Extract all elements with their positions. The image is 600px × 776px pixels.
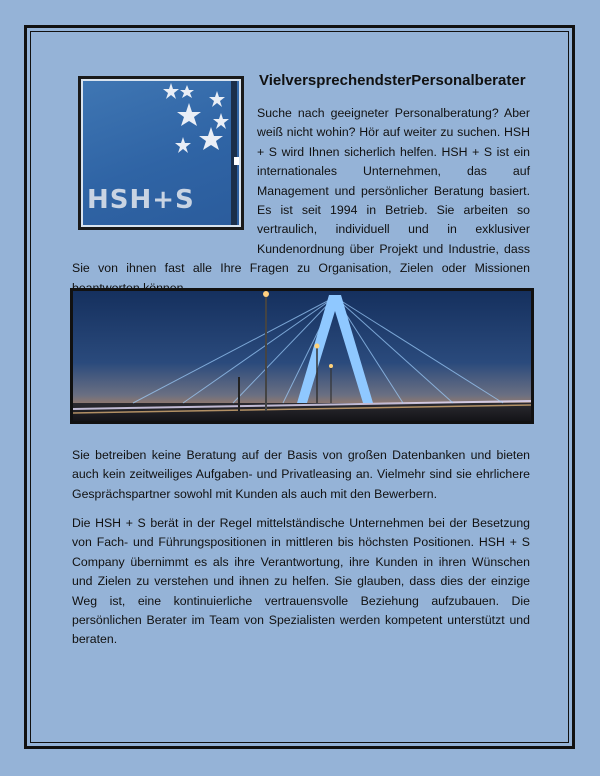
bridge-photo (70, 288, 534, 424)
intro-paragraph-block (72, 104, 530, 298)
page-title: VielversprechendsterPersonalberater (259, 72, 526, 89)
paragraph-2: Sie betreiben keine Beratung auf der Basis von großen Datenbanken und bieten auch kein zeitweiliges Aufgaben- und Privatleasing an. Vielmehr sind sie ehrlichere Gesprächspartner sowohl mit Kunden als auch mit den Bewerbern. (72, 448, 530, 501)
intro-paragraph: Suche nach geeigneter Personalberatung? Aber weiß nicht wohin? Hör auf weiter zu suchen. HSH + S wird Ihnen sicherlich helfen. HSH + S ist ein internationales Unternehmen, das auf Management und persönlicher Beratung basiert. Es ist seit 1994 in Betrieb. Sie arbeiten so vertraulich, individuell und in exklusiver Kundenordnung über Projekt und Industrie, dass Sie von ihnen fast alle Ihre Fragen zu Organisation, Zielen oder Missionen (72, 106, 530, 276)
logo-text: HSH+S (87, 185, 195, 215)
paragraph-3: Die HSH + S berät in der Regel mittelständische Unternehmen bei der Besetzung von Fach- und Führungspositionen in mittleren bis höchsten Positionen. HSH + S Company übernimmt es als ihre Verantwortung, ihre Kunden in ihren Wünschen und Zielen zu verstehen und ihnen zu helfen. Sie glauben, dass dies der einzige Weg ist, eine kontinuierliche vertrauensvolle Beziehung aufzubauen. Die persönlichen Berater im Team von Spezialisten werden kompetent unterstützt und beraten. (72, 516, 530, 647)
